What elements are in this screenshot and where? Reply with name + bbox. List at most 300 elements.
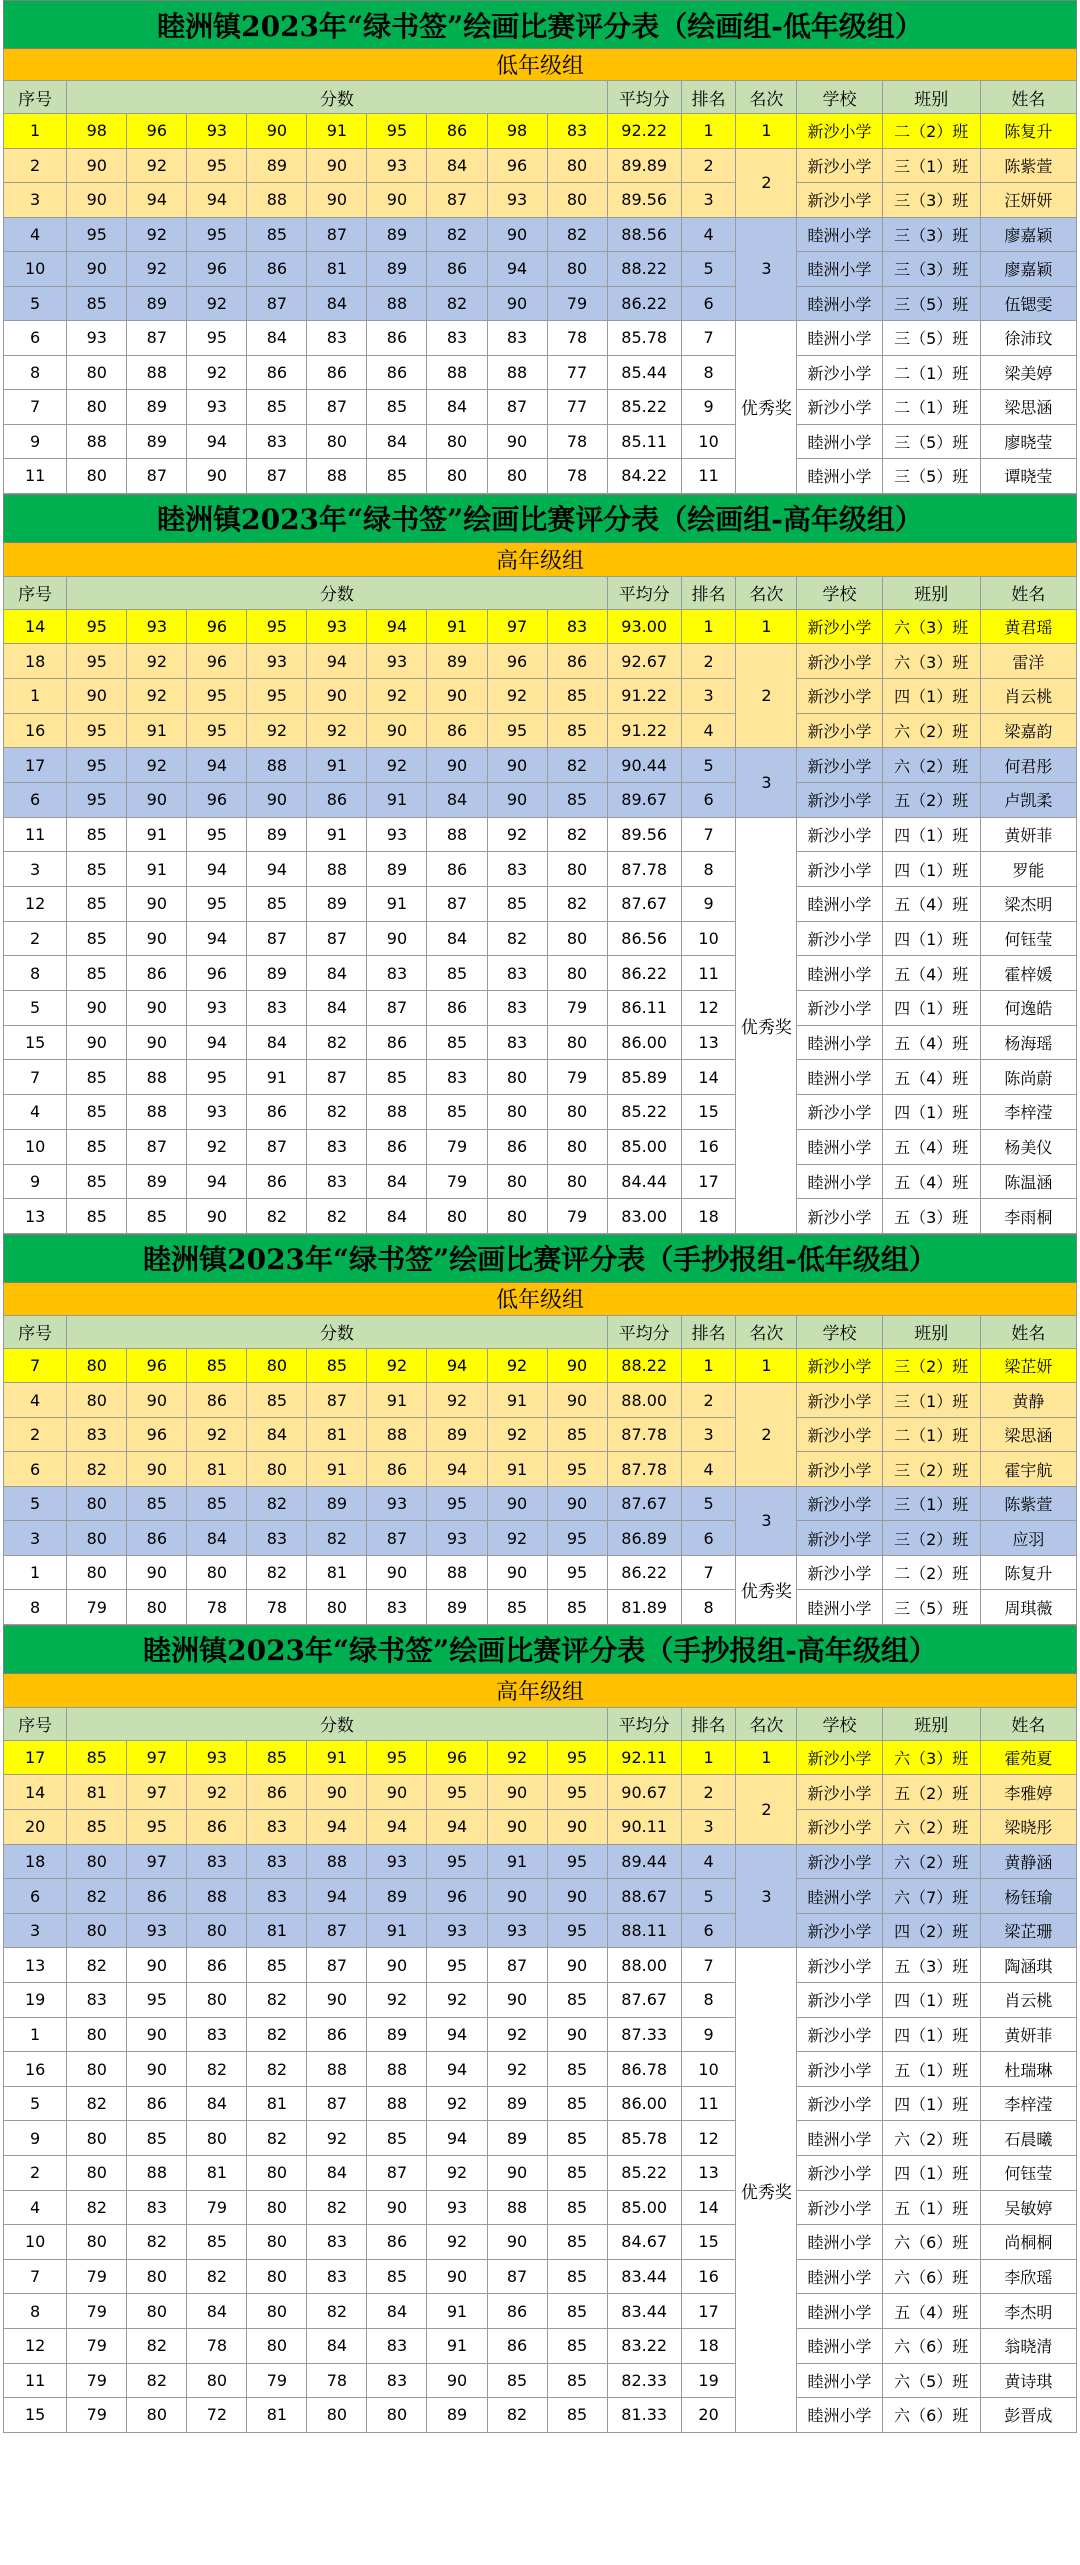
- entry-number: 1: [4, 114, 67, 149]
- score-cell: 86: [247, 1095, 307, 1130]
- student-name: 陈温涵: [980, 1164, 1076, 1199]
- score-cell: 85: [547, 2052, 607, 2087]
- score-cell: 80: [307, 424, 367, 459]
- score-cell: 93: [187, 991, 247, 1026]
- score-cell: 92: [487, 1417, 547, 1452]
- score-cell: 79: [67, 2363, 127, 2398]
- score-cell: 90: [487, 2225, 547, 2260]
- award-rank: 2: [736, 1775, 797, 1844]
- score-cell: 95: [67, 713, 127, 748]
- table-row: [4, 1164, 1077, 1199]
- table-row: [4, 2052, 1077, 2087]
- section-title: 睦洲镇2023年“绿书签”绘画比赛评分表（绘画组-低年级组）: [4, 1, 1077, 49]
- average-score: 86.22: [607, 956, 681, 991]
- score-cell: 82: [547, 748, 607, 783]
- student-name: 周琪薇: [980, 1590, 1076, 1625]
- score-cell: 94: [307, 1879, 367, 1914]
- award-rank: 优秀奖: [736, 1948, 797, 2432]
- student-name: 梁芷珊: [980, 1913, 1076, 1948]
- score-cell: 78: [187, 1590, 247, 1625]
- score-cell: 88: [367, 1095, 427, 1130]
- score-cell: 90: [547, 1486, 607, 1521]
- entry-number: 9: [4, 424, 67, 459]
- entry-number: 5: [4, 286, 67, 321]
- average-score: 91.22: [607, 713, 681, 748]
- score-cell: 82: [427, 286, 487, 321]
- award-rank: 优秀奖: [736, 817, 797, 1233]
- score-cell: 81: [307, 1417, 367, 1452]
- score-cell: 80: [67, 1486, 127, 1521]
- student-name: 汪妍妍: [980, 183, 1076, 218]
- score-cell: 94: [187, 748, 247, 783]
- student-name: 黄静: [980, 1383, 1076, 1418]
- score-cell: 80: [187, 1983, 247, 2018]
- score-cell: 92: [427, 1983, 487, 2018]
- score-cell: 94: [247, 852, 307, 887]
- entry-number: 10: [4, 2225, 67, 2260]
- score-cell: 80: [547, 1025, 607, 1060]
- school: 新沙小学: [797, 1486, 882, 1521]
- score-cell: 94: [187, 183, 247, 218]
- score-cell: 92: [367, 678, 427, 713]
- student-name: 梁美婷: [980, 355, 1076, 390]
- student-name: 黄静涵: [980, 1844, 1076, 1879]
- score-cell: 94: [427, 2017, 487, 2052]
- place: 7: [681, 321, 736, 356]
- score-cell: 83: [187, 1844, 247, 1879]
- award-rank: 3: [736, 748, 797, 817]
- score-cell: 85: [247, 1383, 307, 1418]
- place: 19: [681, 2363, 736, 2398]
- score-cell: 97: [487, 609, 547, 644]
- score-cell: 90: [487, 1879, 547, 1914]
- place: 3: [681, 1417, 736, 1452]
- average-score: 85.00: [607, 1129, 681, 1164]
- class: 六（6）班: [882, 2225, 980, 2260]
- score-cell: 95: [247, 678, 307, 713]
- place: 1: [681, 114, 736, 149]
- school: 新沙小学: [797, 2017, 882, 2052]
- score-cell: 81: [187, 1452, 247, 1487]
- school: 睦洲小学: [797, 2259, 882, 2294]
- score-cell: 85: [247, 1948, 307, 1983]
- entry-number: 12: [4, 887, 67, 922]
- score-cell: 93: [187, 1095, 247, 1130]
- place: 17: [681, 2294, 736, 2329]
- entry-number: 15: [4, 1025, 67, 1060]
- score-cell: 81: [247, 2086, 307, 2121]
- score-cell: 85: [427, 956, 487, 991]
- score-cell: 80: [487, 1060, 547, 1095]
- score-cell: 90: [67, 183, 127, 218]
- score-cell: 90: [127, 2052, 187, 2087]
- score-cell: 83: [247, 1521, 307, 1556]
- score-cell: 85: [67, 1740, 127, 1775]
- student-name: 李雨桐: [980, 1199, 1076, 1234]
- class: 三（3）班: [882, 217, 980, 252]
- column-header-row: [4, 576, 1077, 609]
- class: 三（2）班: [882, 1452, 980, 1487]
- entry-number: 11: [4, 817, 67, 852]
- score-cell: 86: [307, 2017, 367, 2052]
- score-cell: 92: [187, 286, 247, 321]
- average-score: 89.56: [607, 817, 681, 852]
- table-row: [4, 252, 1077, 287]
- table-row: [4, 1913, 1077, 1948]
- place: 4: [681, 1844, 736, 1879]
- place: 16: [681, 2259, 736, 2294]
- score-cell: 90: [427, 748, 487, 783]
- score-cell: 82: [307, 1521, 367, 1556]
- table-row: [4, 424, 1077, 459]
- score-cell: 86: [427, 252, 487, 287]
- score-cell: 83: [547, 114, 607, 149]
- score-cell: 87: [367, 991, 427, 1026]
- entry-number: 4: [4, 217, 67, 252]
- school: 新沙小学: [797, 609, 882, 644]
- score-cell: 90: [487, 748, 547, 783]
- entry-number: 4: [4, 2190, 67, 2225]
- header-scores: 分数: [67, 81, 607, 114]
- school: 新沙小学: [797, 1555, 882, 1590]
- score-cell: 80: [67, 390, 127, 425]
- class: 四（2）班: [882, 1913, 980, 1948]
- average-score: 87.67: [607, 887, 681, 922]
- group-band-row: [4, 49, 1077, 81]
- table-row: [4, 459, 1077, 494]
- score-cell: 80: [247, 2294, 307, 2329]
- class: 二（1）班: [882, 355, 980, 390]
- place: 4: [681, 217, 736, 252]
- student-name: 陈紫萱: [980, 148, 1076, 183]
- table-row: [4, 183, 1077, 218]
- average-score: 90.67: [607, 1775, 681, 1810]
- school: 新沙小学: [797, 114, 882, 149]
- score-cell: 94: [187, 852, 247, 887]
- school: 新沙小学: [797, 1521, 882, 1556]
- score-cell: 84: [367, 1199, 427, 1234]
- place: 15: [681, 2225, 736, 2260]
- table-row: [4, 2121, 1077, 2156]
- award-rank: 2: [736, 148, 797, 217]
- score-cell: 95: [187, 1060, 247, 1095]
- score-cell: 84: [427, 148, 487, 183]
- entry-number: 9: [4, 1164, 67, 1199]
- table-row: [4, 1095, 1077, 1130]
- header-avg: 平均分: [607, 1315, 681, 1348]
- score-cell: 90: [127, 1948, 187, 1983]
- score-cell: 80: [427, 424, 487, 459]
- score-cell: 95: [547, 1555, 607, 1590]
- score-cell: 90: [367, 2190, 427, 2225]
- score-cell: 80: [67, 1521, 127, 1556]
- score-cell: 83: [427, 1060, 487, 1095]
- class: 六（6）班: [882, 2328, 980, 2363]
- entry-number: 17: [4, 748, 67, 783]
- section-title: 睦洲镇2023年“绿书签”绘画比赛评分表（手抄报组-高年级组）: [4, 1625, 1077, 1673]
- student-name: 陈复升: [980, 1555, 1076, 1590]
- school: 新沙小学: [797, 817, 882, 852]
- score-cell: 80: [247, 2225, 307, 2260]
- place: 2: [681, 148, 736, 183]
- score-cell: 94: [187, 1164, 247, 1199]
- student-name: 梁杰明: [980, 887, 1076, 922]
- section-title: 睦洲镇2023年“绿书签”绘画比赛评分表（绘画组-高年级组）: [4, 494, 1077, 542]
- place: 9: [681, 390, 736, 425]
- score-cell: 95: [427, 1775, 487, 1810]
- score-cell: 85: [67, 887, 127, 922]
- score-cell: 82: [187, 2052, 247, 2087]
- table-row: [4, 148, 1077, 183]
- score-cell: 83: [367, 2328, 427, 2363]
- header-place: 排名: [681, 576, 736, 609]
- table-row: [4, 956, 1077, 991]
- score-cell: 89: [247, 148, 307, 183]
- table-row: [4, 609, 1077, 644]
- score-cell: 82: [487, 2398, 547, 2433]
- table-row: [4, 321, 1077, 356]
- school: 睦洲小学: [797, 286, 882, 321]
- table-row: [4, 390, 1077, 425]
- score-cell: 81: [247, 2398, 307, 2433]
- score-cell: 80: [247, 2259, 307, 2294]
- score-cell: 92: [427, 2086, 487, 2121]
- header-scores: 分数: [67, 1707, 607, 1740]
- average-score: 81.33: [607, 2398, 681, 2433]
- score-cell: 82: [247, 1199, 307, 1234]
- score-cell: 80: [247, 1452, 307, 1487]
- average-score: 88.22: [607, 252, 681, 287]
- score-cell: 95: [187, 321, 247, 356]
- score-cell: 85: [487, 2363, 547, 2398]
- student-name: 黄妍菲: [980, 2017, 1076, 2052]
- score-cell: 92: [487, 817, 547, 852]
- score-cell: 85: [247, 217, 307, 252]
- student-name: 梁晓彤: [980, 1810, 1076, 1845]
- class: 五（3）班: [882, 1199, 980, 1234]
- score-cell: 81: [247, 1913, 307, 1948]
- place: 12: [681, 2121, 736, 2156]
- header-no: 序号: [4, 1315, 67, 1348]
- score-cell: 95: [427, 1486, 487, 1521]
- score-cell: 92: [487, 1521, 547, 1556]
- score-cell: 90: [427, 2259, 487, 2294]
- score-cell: 90: [307, 183, 367, 218]
- score-cell: 92: [127, 148, 187, 183]
- student-name: 雷洋: [980, 644, 1076, 679]
- score-cell: 96: [187, 252, 247, 287]
- class: 四（1）班: [882, 678, 980, 713]
- score-cell: 89: [367, 217, 427, 252]
- place: 4: [681, 713, 736, 748]
- school: 新沙小学: [797, 713, 882, 748]
- table-row: [4, 2294, 1077, 2329]
- student-name: 杨海瑶: [980, 1025, 1076, 1060]
- class: 五（1）班: [882, 2190, 980, 2225]
- score-cell: 80: [427, 1199, 487, 1234]
- score-cell: 94: [187, 1025, 247, 1060]
- entry-number: 11: [4, 459, 67, 494]
- score-cell: 92: [187, 1775, 247, 1810]
- place: 17: [681, 1164, 736, 1199]
- place: 5: [681, 252, 736, 287]
- score-cell: 95: [547, 1844, 607, 1879]
- class: 五（2）班: [882, 1775, 980, 1810]
- score-cell: 94: [427, 1810, 487, 1845]
- place: 5: [681, 1486, 736, 1521]
- score-cell: 98: [67, 114, 127, 149]
- score-cell: 80: [547, 1129, 607, 1164]
- header-avg: 平均分: [607, 81, 681, 114]
- table-row: [4, 1948, 1077, 1983]
- score-cell: 82: [247, 1555, 307, 1590]
- class: 六（3）班: [882, 1740, 980, 1775]
- average-score: 88.00: [607, 1948, 681, 1983]
- score-cell: 95: [187, 217, 247, 252]
- score-cell: 87: [487, 390, 547, 425]
- average-score: 86.22: [607, 1555, 681, 1590]
- school: 新沙小学: [797, 1199, 882, 1234]
- score-cell: 90: [127, 1383, 187, 1418]
- place: 8: [681, 355, 736, 390]
- score-cell: 85: [367, 390, 427, 425]
- score-cell: 90: [367, 1555, 427, 1590]
- place: 13: [681, 1025, 736, 1060]
- score-cell: 93: [307, 609, 367, 644]
- school: 新沙小学: [797, 678, 882, 713]
- class: 四（1）班: [882, 852, 980, 887]
- score-cell: 89: [127, 390, 187, 425]
- score-cell: 90: [487, 2156, 547, 2191]
- entry-number: 16: [4, 2052, 67, 2087]
- place: 9: [681, 887, 736, 922]
- score-cell: 96: [187, 956, 247, 991]
- score-cell: 88: [127, 2156, 187, 2191]
- score-cell: 90: [367, 1948, 427, 1983]
- school: 睦洲小学: [797, 2363, 882, 2398]
- entry-number: 4: [4, 1095, 67, 1130]
- score-cell: 80: [247, 2156, 307, 2191]
- average-score: 83.00: [607, 1199, 681, 1234]
- score-cell: 92: [187, 355, 247, 390]
- place: 20: [681, 2398, 736, 2433]
- header-name: 姓名: [980, 1315, 1076, 1348]
- score-cell: 80: [547, 1095, 607, 1130]
- score-cell: 80: [67, 2017, 127, 2052]
- score-cell: 86: [487, 2294, 547, 2329]
- score-cell: 78: [187, 2328, 247, 2363]
- header-no: 序号: [4, 576, 67, 609]
- group-band-row: [4, 1282, 1077, 1315]
- award-rank: 2: [736, 1383, 797, 1487]
- score-cell: 86: [187, 1810, 247, 1845]
- score-cell: 94: [307, 644, 367, 679]
- score-cell: 94: [427, 2121, 487, 2156]
- class: 三（1）班: [882, 148, 980, 183]
- score-cell: 85: [127, 1486, 187, 1521]
- score-cell: 96: [487, 644, 547, 679]
- score-cell: 96: [187, 609, 247, 644]
- score-cell: 90: [547, 2017, 607, 2052]
- place: 1: [681, 1348, 736, 1383]
- score-cell: 80: [547, 252, 607, 287]
- table-row: [4, 1348, 1077, 1383]
- student-name: 伍锶雯: [980, 286, 1076, 321]
- score-cell: 93: [487, 183, 547, 218]
- score-cell: 95: [427, 1844, 487, 1879]
- score-cell: 87: [307, 921, 367, 956]
- header-no: 序号: [4, 81, 67, 114]
- score-cell: 86: [367, 321, 427, 356]
- score-cell: 89: [427, 2398, 487, 2433]
- score-cell: 79: [67, 1590, 127, 1625]
- score-cell: 93: [367, 148, 427, 183]
- table-row: [4, 1810, 1077, 1845]
- class: 六（3）班: [882, 644, 980, 679]
- score-cell: 85: [67, 817, 127, 852]
- score-cell: 80: [247, 2328, 307, 2363]
- entry-number: 18: [4, 1844, 67, 1879]
- score-cell: 92: [367, 748, 427, 783]
- score-cell: 93: [427, 1521, 487, 1556]
- entry-number: 1: [4, 678, 67, 713]
- score-cell: 80: [67, 2225, 127, 2260]
- score-cell: 83: [247, 991, 307, 1026]
- student-name: 肖云桃: [980, 678, 1076, 713]
- score-cell: 86: [367, 1452, 427, 1487]
- average-score: 89.44: [607, 1844, 681, 1879]
- table-row: [4, 2017, 1077, 2052]
- table-row: [4, 1417, 1077, 1452]
- score-table: [3, 1625, 1077, 2433]
- score-cell: 84: [247, 1417, 307, 1452]
- table-row: [4, 852, 1077, 887]
- score-cell: 83: [247, 424, 307, 459]
- score-cell: 96: [127, 1417, 187, 1452]
- score-cell: 91: [427, 609, 487, 644]
- entry-number: 2: [4, 921, 67, 956]
- score-cell: 82: [307, 2294, 367, 2329]
- class: 二（1）班: [882, 390, 980, 425]
- score-cell: 82: [547, 217, 607, 252]
- place: 2: [681, 1775, 736, 1810]
- award-rank: 1: [736, 1348, 797, 1383]
- entry-number: 5: [4, 991, 67, 1026]
- class: 三（2）班: [882, 1348, 980, 1383]
- score-cell: 84: [187, 1521, 247, 1556]
- place: 10: [681, 2052, 736, 2087]
- score-cell: 82: [307, 1025, 367, 1060]
- score-cell: 92: [427, 2225, 487, 2260]
- place: 4: [681, 1452, 736, 1487]
- score-cell: 95: [427, 1948, 487, 1983]
- score-cell: 80: [547, 183, 607, 218]
- score-cell: 92: [487, 2052, 547, 2087]
- score-cell: 90: [307, 148, 367, 183]
- score-cell: 77: [547, 390, 607, 425]
- score-cell: 87: [427, 887, 487, 922]
- score-cell: 86: [247, 1775, 307, 1810]
- score-cell: 86: [427, 713, 487, 748]
- score-cell: 92: [187, 1129, 247, 1164]
- score-cell: 93: [127, 609, 187, 644]
- class: 六（2）班: [882, 1810, 980, 1845]
- school: 新沙小学: [797, 921, 882, 956]
- entry-number: 13: [4, 1199, 67, 1234]
- score-cell: 81: [307, 252, 367, 287]
- score-cell: 87: [247, 459, 307, 494]
- table-row: [4, 991, 1077, 1026]
